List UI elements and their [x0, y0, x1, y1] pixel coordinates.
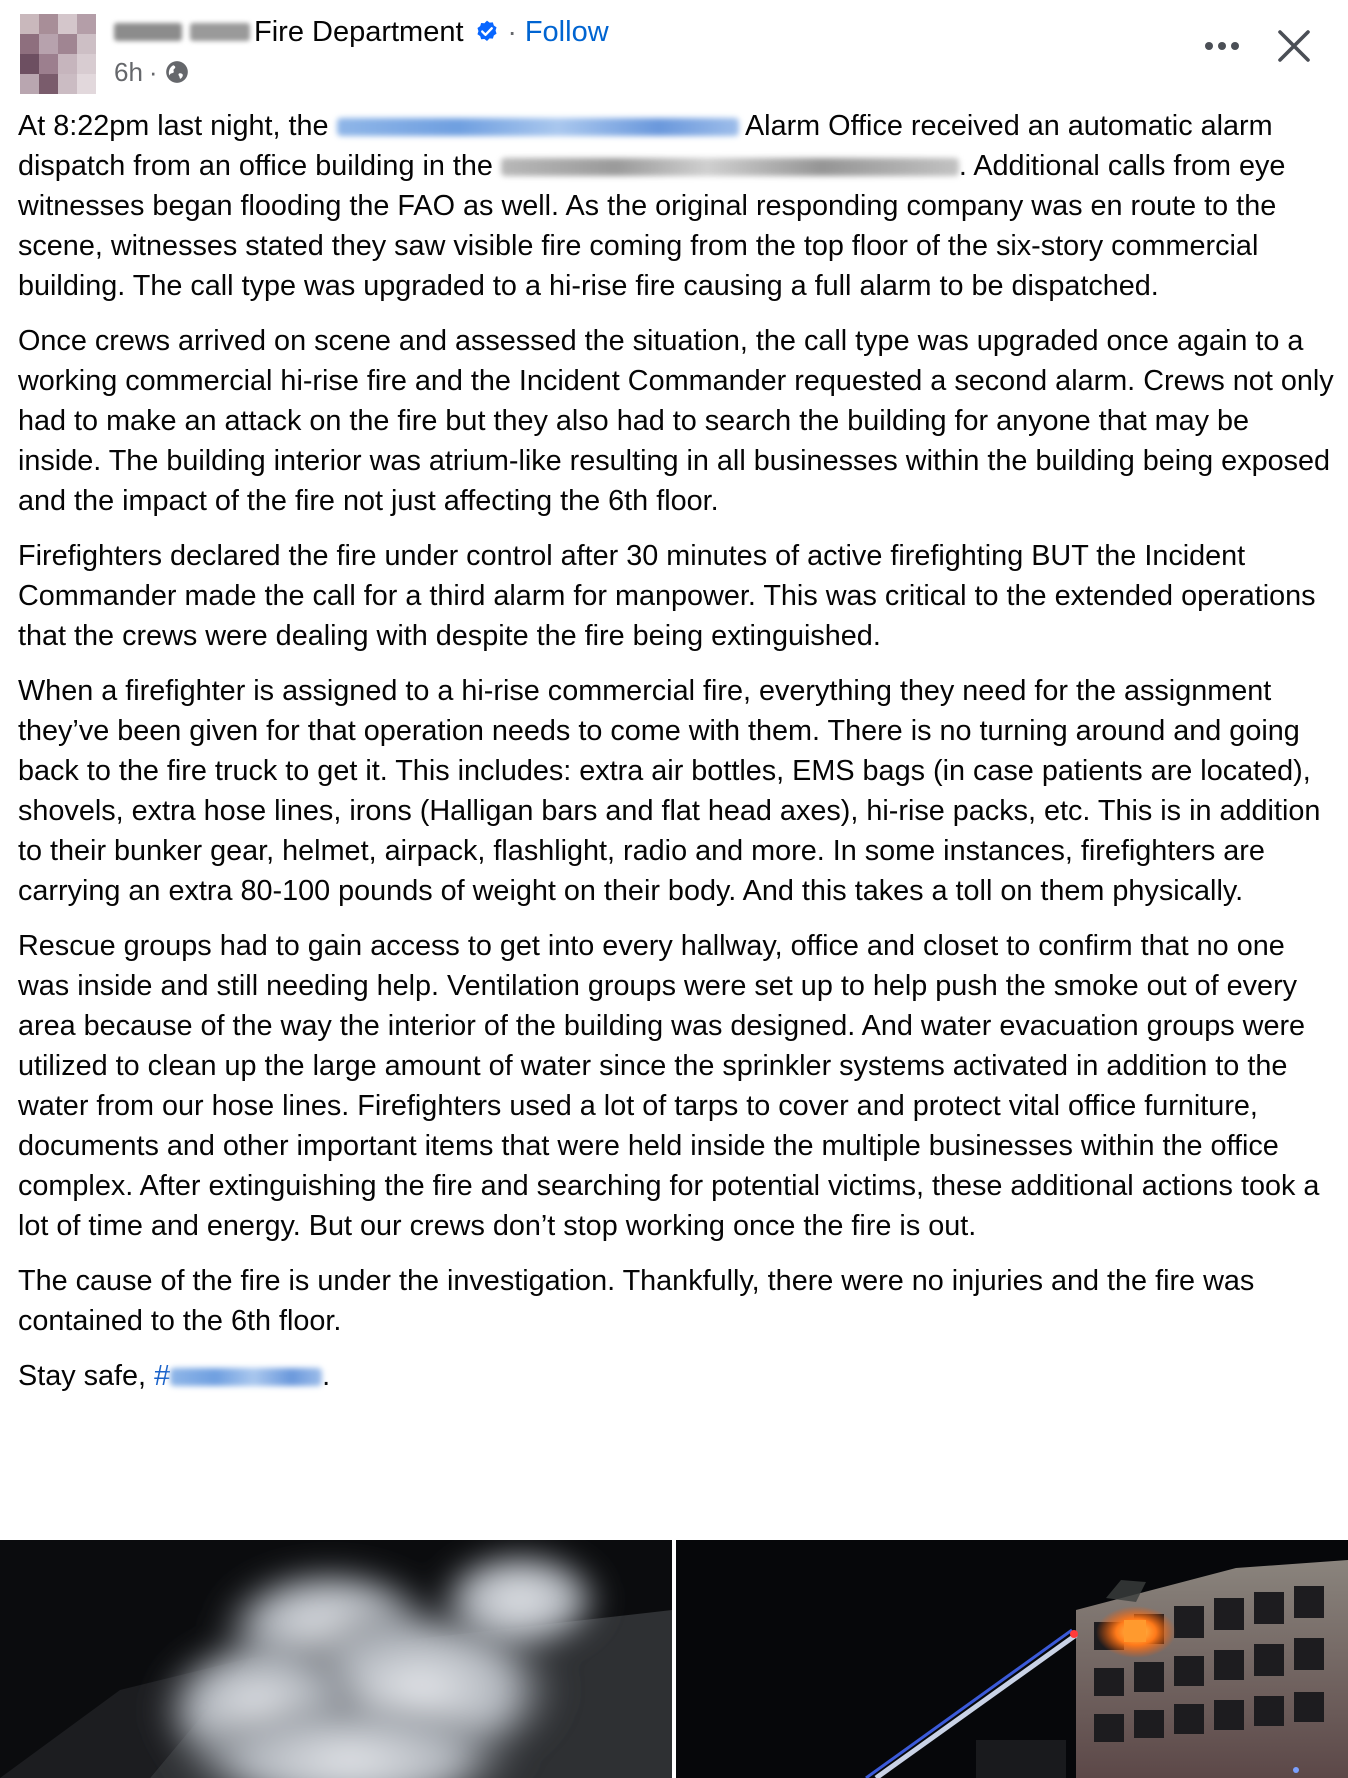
post-header — [0, 0, 1348, 100]
hashtag-link[interactable] — [154, 1360, 322, 1392]
p1-text-c: . Additional calls from eye witnesses began flooding the FAO as well. As the original responding company was en route to the scene, witnesses stated they saw visible fire coming from the top floor of the six-story commercial building. The call type was upgraded to a hi-rise fire causing a full alarm to be dispatched. — [18, 150, 1286, 302]
p1-text-b: Alarm Office received an automatic alarm dispatch from an office building in the — [18, 110, 1273, 182]
header-separator: · — [507, 16, 517, 47]
meta-separator: · — [148, 56, 158, 87]
verified-badge-icon — [474, 19, 500, 45]
close-icon — [1277, 29, 1311, 63]
close-button[interactable] — [1270, 20, 1318, 72]
building-fire-photo-image — [676, 1540, 1348, 1778]
p7-text: Stay safe, — [18, 1360, 155, 1392]
follow-button[interactable]: Follow — [524, 15, 609, 48]
post-paragraph-2: Once crews arrived on scene and assessed the situation, the call type was upgraded once again to a working commercial hi-rise fire and the Incident Commander requested a second alarm. Crews not only had to make an attack on the fire but they also had to search the building for anyone that may be inside. The building interior was atrium-like resulting in all businesses within the building being exposed and the impact of the fire not just affecting the 6th floor. — [18, 325, 1334, 517]
post-paragraph-5: Rescue groups had to gain access to get into every hallway, office and closet to confirm that no one was inside and still needing help. Ventilation groups were set up to help push the smoke out of every area because of the way the interior of the building was designed. And water evacuation groups were utilized to clean up the large amount of water since the sprinkler systems activated in addition to the water from our hose lines. Firefighters used a lot of tarps to cover and protect vital office furniture, documents and other important items that were held inside the multiple businesses within the office complex. After extinguishing the fire and searching for potential victims, these additional actions took a lot of time and energy. But our crews don’t stop working once the fire is out. — [18, 930, 1320, 1242]
post-paragraph-3: Firefighters declared the fire under control after 30 minutes of active firefighting BUT the Incident Commander made the call for a third alarm for manpower. This was critical to the extended operations that the crews were dealing with despite the fire being extinguished. — [18, 540, 1316, 652]
smoke-photo-image — [0, 1540, 672, 1778]
page-avatar[interactable] — [20, 14, 96, 94]
redacted-department-name — [337, 118, 739, 136]
post-paragraph-4: When a firefighter is assigned to a hi-rise commercial fire, everything they need for the assignment they’ve been given for that operation needs to come with them. There is no turning around and going back to the fire truck to get it. This includes: extra air bottles, EMS bags (in case patients are located), shovels, extra hose lines, irons (Halligan bars and flat head axes), hi-rise packs, etc. This is in addition to their bunker gear, helmet, airpack, flashlight, radio and more. In some instances, firefighters are carrying an extra 80-100 pounds of weight on their body. And this takes a toll on them physically. — [18, 675, 1321, 907]
post-paragraph-7 — [18, 1356, 1334, 1396]
globe-icon — [164, 59, 190, 85]
redacted-hashtag — [170, 1368, 322, 1386]
more-options-button[interactable] — [1198, 26, 1246, 66]
photo-building-fire[interactable] — [676, 1540, 1348, 1778]
more-options-icon — [1204, 41, 1240, 51]
post-paragraph-1 — [18, 106, 1334, 306]
post-paragraph-6: The cause of the fire is under the investigation. Thankfully, there were no injuries and the fire was contained to the 6th floor. — [18, 1265, 1255, 1337]
hashtag-symbol: # — [154, 1360, 171, 1392]
page-name[interactable]: Fire Department — [254, 15, 464, 48]
page-name-row — [114, 12, 609, 52]
post-timestamp[interactable]: 6h — [114, 56, 143, 87]
p7-end: . — [322, 1360, 331, 1392]
redacted-address — [501, 158, 959, 176]
post-meta — [114, 54, 190, 90]
post-body — [18, 106, 1334, 1411]
p1-text-a: At 8:22pm last night, the — [18, 110, 337, 142]
redacted-name-prefix-2 — [190, 23, 250, 41]
photo-smoke[interactable] — [0, 1540, 672, 1778]
photo-grid — [0, 1540, 1348, 1778]
redacted-name-prefix — [114, 23, 182, 41]
